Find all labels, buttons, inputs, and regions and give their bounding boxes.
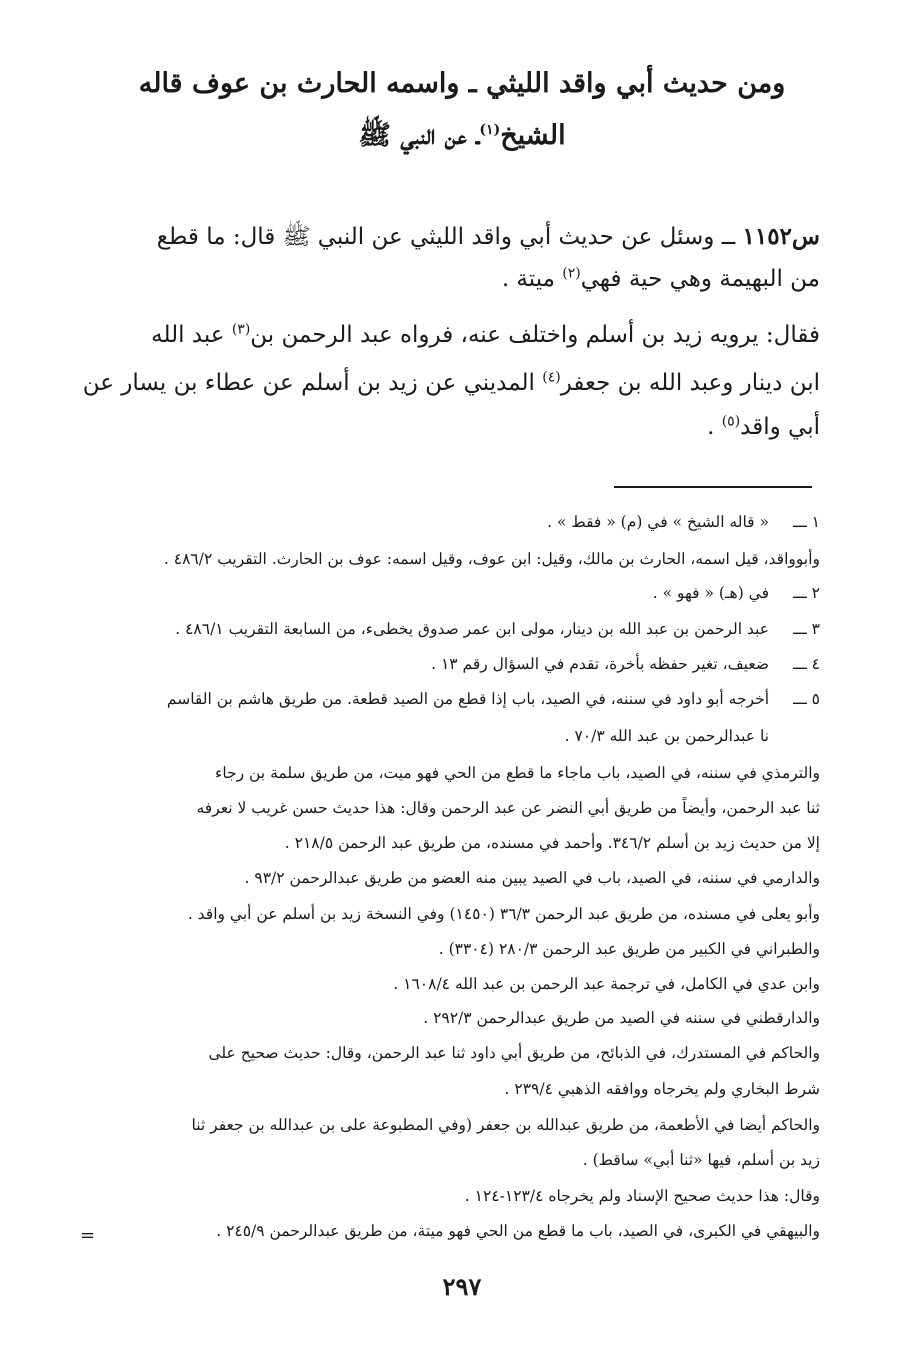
footnote-text: والحاكم أيضا في الأطعمة، من طريق عبدالله بن جعفر (وفي المطبوعة على بن عبدالله بن جعفر ثنا [191,1116,820,1134]
footnote-number: ٤ ـــ [793,655,820,673]
answer-line1 [100,322,820,348]
heading-text: ـ عن النبي ﷺ [358,120,480,151]
footnote-text: والدارمي في سننه، في الصيد، باب في الصيد يبين منه العضو من طريق عبدالرحمن ٩٣/٢ . [244,869,820,887]
answer-text: عبد الله [151,322,232,348]
answer-text: أبي واقد [740,414,820,440]
footnote-text: والدارقطني في سننه في الصيد من طريق عبدالرحمن ٢٩٢/٣ . [423,1009,820,1027]
answer-text: . [707,414,722,440]
footnote-text: ثنا عبد الرحمن، وأيضاً من طريق أبي النضر عن عبد الرحمن وقال: هذا حديث حسن غريب لا نعرفه [196,799,820,817]
footnote-text: وأبو يعلى في مسنده، من طريق عبد الرحمن ٣٦/٣ (١٤٥٠) وفي النسخة زيد بن أسلم عن أبي واقد . [187,905,820,923]
answer-line2 [82,369,820,396]
footnote-text: والطبراني في الكبير من طريق عبد الرحمن ٢٨٠/٣ (٣٣٠٤) . [438,940,820,958]
footnote-text: عبد الرحمن بن عبد الله بن دينار، مولى ابن عمر صدوق يخطىء، من السابعة التقريب ٤٨٦/١ . [175,620,769,638]
question-line2 [100,266,820,292]
footnote-text: والحاكم في المستدرك، في الذبائح، من طريق أبي داود ثنا عبد الرحمن، وقال: حديث صحيح على [208,1044,820,1062]
footnote-number: ١ ـــ [793,513,820,531]
section-heading-line2 [100,118,824,158]
footnote-ref: (٢) [562,265,581,282]
footnote-number: ٥ ـــ [793,690,820,708]
question-number: س١١٥٢ [742,223,820,250]
footnote-ref: (٤) [542,369,561,386]
footnote-text: والبيهقي في الكبرى، في الصيد، باب ما قطع من الحي فهو ميتة، من طريق عبدالرحمن ٢٤٥/٩ . [216,1222,820,1240]
answer-line3 [100,414,820,440]
footnote-ref: (١) [479,122,501,138]
footnote-text: « قاله الشيخ » في (م) « فقط » . [547,513,769,531]
footnote-text: في (هـ) « فهو » . [652,584,769,602]
footnote-text: شرط البخاري ولم يخرجاه ووافقه الذهبي ٢٣٩/٤ . [504,1080,820,1098]
question-text: ميتة . [501,266,563,292]
footnote-separator [614,486,812,488]
footnote-text: أخرجه أبو داود في سننه، في الصيد، باب إذا قطع من الصيد قطعة. من طريق هاشم بن القاسم [166,690,769,708]
answer-text: المديني عن زيد بن أسلم عن عطاء بن يسار عن [82,370,543,396]
footnote-number: ٣ ـــ [793,620,820,638]
heading-text: الشيخ [500,120,566,151]
footnote-text: ضعيف، تغير حفظه بأخرة، تقدم في السؤال رقم ١٣ . [431,655,769,673]
section-heading-line1: ومن حديث أبي واقد الليثي ـ واسمه الحارث بن عوف قاله [138,68,786,99]
continuation-mark: = [80,1225,96,1246]
page-number: ٢٩٧ [442,1272,482,1301]
question-text: ــ وسئل عن حديث أبي واقد الليثي عن النبي ﷺ قال: ما قطع [156,224,743,250]
answer-text: فقال: يرويه زيد بن أسلم واختلف عنه، فرواه عبد الرحمن بن [250,322,820,348]
footnote-text: زيد بن أسلم، فيها «ثنا أبي» ساقط) . [582,1151,820,1169]
footnote-text: وابن عدي في الكامل، في ترجمة عبد الرحمن بن عبد الله ١٦٠٨/٤ . [393,975,820,993]
footnote-ref: (٣) [231,321,251,338]
footnote-text: والترمذي في سننه، في الصيد، باب ماجاء ما قطع من الحي فهو ميت، من طريق سلمة بن رجاء [215,764,820,782]
footnote-text: نا عبدالرحمن بن عبد الله ٧٠/٣ . [564,727,769,745]
footnote-ref: (٥) [721,413,741,430]
footnote-text: إلا من حديث زيد بن أسلم ٣٤٦/٢. وأحمد في مسنده، من طريق عبد الرحمن ٢١٨/٥ . [284,834,820,852]
footnote-number: ٢ ـــ [793,584,820,602]
question-line1 [100,222,820,256]
footnote-text: وقال: هذا حديث صحيح الإسناد ولم يخرجاه ١٢٣/٤-١٢٤ . [464,1187,820,1205]
footnote-text: وأبوواقد، قيل اسمه، الحارث بن مالك، وقيل: ابن عوف، وقيل اسمه: عوف بن الحارث. التقريب ٤٨٦/٢ . [163,550,820,568]
question-text: من البهيمة وهي حية فهي [580,266,820,292]
answer-text: ابن دينار وعبد الله بن جعفر [560,370,820,396]
